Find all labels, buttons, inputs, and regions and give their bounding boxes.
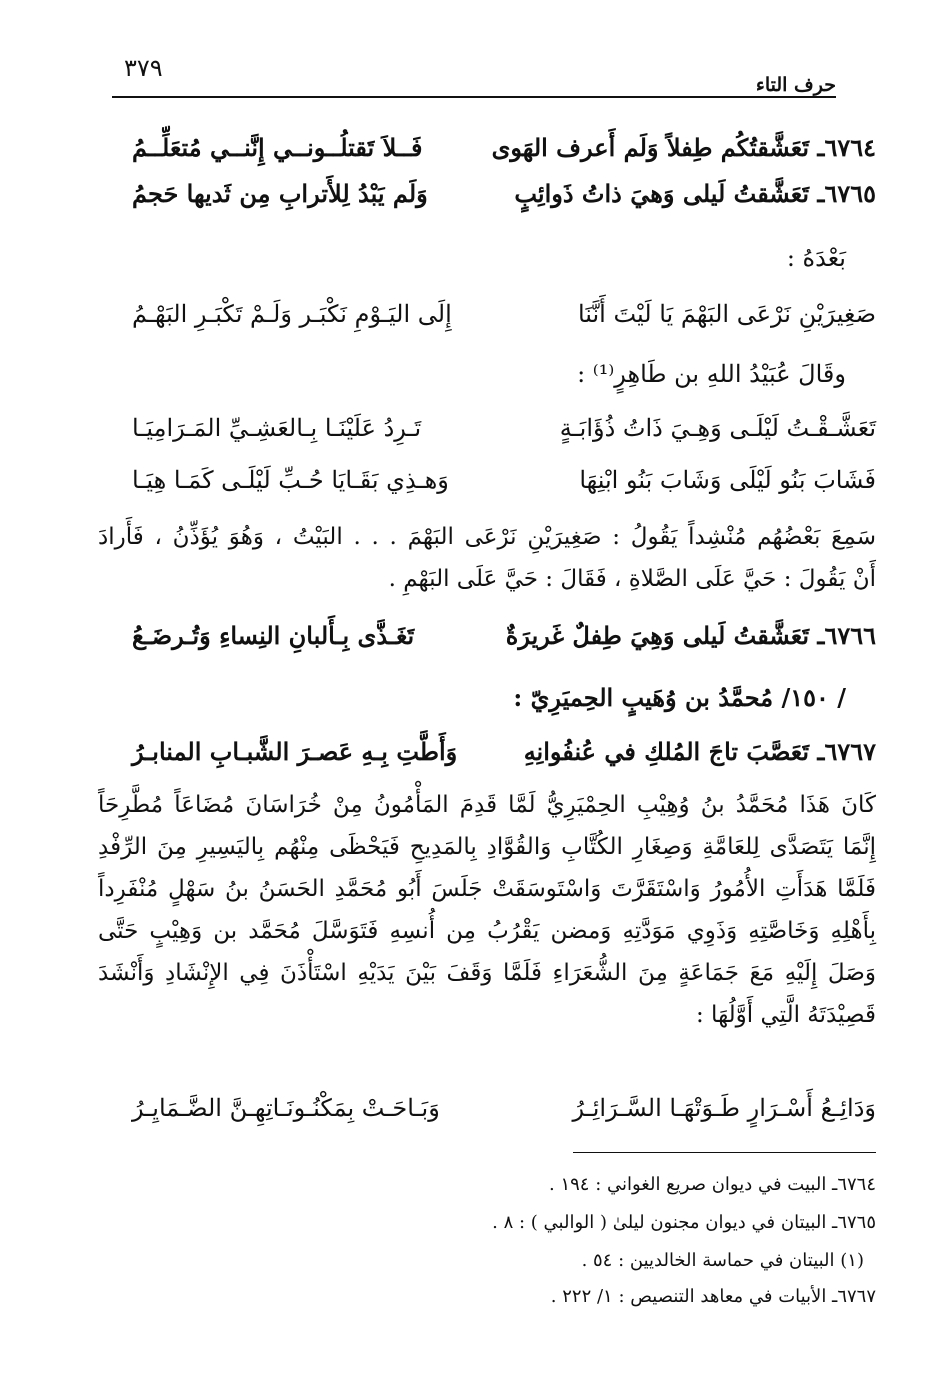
verse-6764-second-hemistich: فَــلاَ تَقتلُــونــي إِنَّنــي مُتعَلِّــمُ: [132, 133, 423, 162]
story-line: فَلَمَّا هَدَأَتِ الأُمُورُ وَاسْتَقَرَّتَ وَاسْتَوسَقَتْ جَلَسَ أَبُو مُحَمَّدِ الحَسَنُ بنُ سَهْلٍ مُنْفَرِداً: [98, 876, 876, 902]
verse-6766-second-hemistich: تَغَـذَّى بِـأَلبانِ النِساءِ وَتُـرضَـعُ: [132, 621, 415, 650]
footnote-6767: ٦٧٦٧ـ الأبيات في معاهد التنصيص : ١/ ٢٢٢ .: [550, 1286, 876, 1307]
story-line: كَانَ هَذَا مُحَمَّدُ بنُ وُهِيْبِ الحِمْيَرِيُّ لَمَّا قَدِمَ المَأْمُونُ مِنْ خُرَاسَانَ مُضَاعَاً مُطَّرِحَاً: [98, 792, 876, 818]
verse-6767-second-hemistich: وَأَطَّتِ بِـهِ عَصـرَ الشَّبـابِ المنابـرُ: [132, 737, 458, 766]
verse-wadai: [132, 1086, 876, 1130]
verse-6765: [132, 172, 876, 216]
running-title: حرف التاء: [755, 74, 836, 96]
anecdote-line: أَنْ يَقُولَ : حَيَّ عَلَى الصَّلاةِ ، فَقَالَ : حَيَّ عَلَى البَهْمِ .: [388, 566, 876, 592]
header-rule: [112, 96, 836, 98]
footnote-rule: [573, 1152, 876, 1153]
verse-wadai-second-hemistich: وَبَـاحَـتْ بِمَكْنُـونَـاتِهِـنَّ الضَّـمَايِـرُ: [132, 1094, 440, 1122]
verse-taashaqtu: [132, 406, 876, 450]
page-header: [112, 52, 836, 96]
anecdote-line: سَمِعَ بَعْضُهُم مُنْشِداً يَقُولُ : صَغِيرَيْنِ نَرْعَى البَهْمَ . . . البَيْتُ ، وَهُوَ يُؤَذِّنُ ، فَأَرادَ: [98, 524, 876, 550]
footnote-1: (١) البيتان في حماسة الخالديين : ٥٤ .: [581, 1250, 864, 1271]
section-heading: / ١٥٠/ مُحمَّدُ بن وُهَيبٍ الحِميَرِيّ :: [513, 683, 846, 712]
verse-6766: [132, 614, 876, 658]
verse-taashaqtu-first-hemistich: تَعَشَّـقْـتُ لَيْلَـى وَهِـيَ ذَاتُ ذُؤَابَـةٍ: [559, 414, 876, 442]
verse-fashaba-second-hemistich: وَهـذِي بَقَـايَا حُـبِّ لَيْلَـى كَمَـا هِيَـا: [132, 466, 449, 494]
verse-6767-first-hemistich: ٦٧٦٧ـ تَعَصَّبَ تاجَ المُلكِ في عُنفُوانِهِ: [523, 737, 876, 766]
after-label: بَعْدَهُ :: [786, 244, 846, 272]
page-number: ٣٧٩: [124, 54, 163, 82]
verse-6764-first-hemistich: ٦٧٦٤ـ تَعَشَّقتُكُم طِفلاً وَلَم أَعرف الهَوى: [491, 133, 876, 162]
verse-6765-second-hemistich: وَلَم يَبْدُ لِلأَترابِ مِن ثَديها حَجمُ: [132, 179, 428, 208]
verse-6765-first-hemistich: ٦٧٦٥ـ تَعَشَّقتُ لَيلى وَهيَ ذاتُ ذَوائِبٍ: [514, 179, 876, 208]
verse-fashaba: [132, 458, 876, 502]
anecdote-paragraph: [98, 516, 876, 600]
verse-6764: [132, 126, 876, 170]
verse-saghirayn-first-hemistich: صَغِيرَيْنِ نَرْعَى البَهْمَ يَا لَيْتَ أَنَّنَا: [577, 300, 876, 328]
footnote-6764: ٦٧٦٤ـ البيت في ديوان صريع الغواني : ١٩٤ .: [549, 1174, 876, 1195]
verse-saghirayn: [132, 292, 876, 336]
footnote-6765: ٦٧٦٥ـ البيتان في ديوان مجنون ليلىٰ ( الوالبي ) : ٨ .: [492, 1212, 876, 1233]
story-line: إِنَّمَا يَتَصَدَّى لِلعَامَّةِ وَصِغَارِ الكُتَّابِ وَالقُوَّادِ بِالمَدِيحِ فَيَحْظَى مِنْهُم بِاليَسِيرِ مِنَ الرِّفْدِ: [98, 834, 876, 860]
verse-6766-first-hemistich: ٦٧٦٦ـ تَعَشَّقتُ لَيلى وَهِيَ طِفلٌ غَريرَةٌ: [505, 621, 876, 650]
story-line: قَصِيْدَتَهُ الَّتِي أَوَّلُهَا :: [696, 1002, 876, 1028]
verse-saghirayn-second-hemistich: إِلَى اليَـوْمِ نَكْبَـر وَلَـمْ تَكْبَـرِ البَهْـمُ: [132, 300, 452, 328]
verse-6767: [132, 730, 876, 774]
verse-fashaba-first-hemistich: فَشَابَ بَنُو لَيْلَى وَشَابَ بَنُو ابْنِهَا: [579, 466, 876, 494]
story-line: بِأَهْلِهِ وَخَاصَّتِهِ وَذَوِي مَوَدَّتِهِ وَمضن يَقْرُبُ مِن أُنسِهِ فَتَوَسَّلَ مُحَمَّد بن وَهِيْبٍ حَتَّى: [98, 918, 876, 944]
story-paragraph: [98, 784, 876, 1036]
story-line: وَصَلَ إِلَيْهِ مَعَ جَمَاعَةٍ مِنَ الشُّعَرَاءِ فَلَمَّا وَقَفَ بَيْنَ يَدَيْهِ اسْتَأْذَنَ فِي الإِنْشَادِ وَأَنْشَدَ: [98, 960, 876, 986]
verse-taashaqtu-second-hemistich: تَـرِدُ عَلَيْنَـا بِـالعَشِـيِّ المَـرَامِيَـا: [132, 414, 422, 442]
ubaydallah-intro: وقَالَ عُبَيْدُ اللهِ بن طَاهِرٍ⁽¹⁾ :: [577, 360, 846, 388]
verse-wadai-first-hemistich: وَدَائِـعُ أَسْـرَارٍ طَـوَتْهَـا السَّـرَائِـرُ: [572, 1094, 876, 1122]
